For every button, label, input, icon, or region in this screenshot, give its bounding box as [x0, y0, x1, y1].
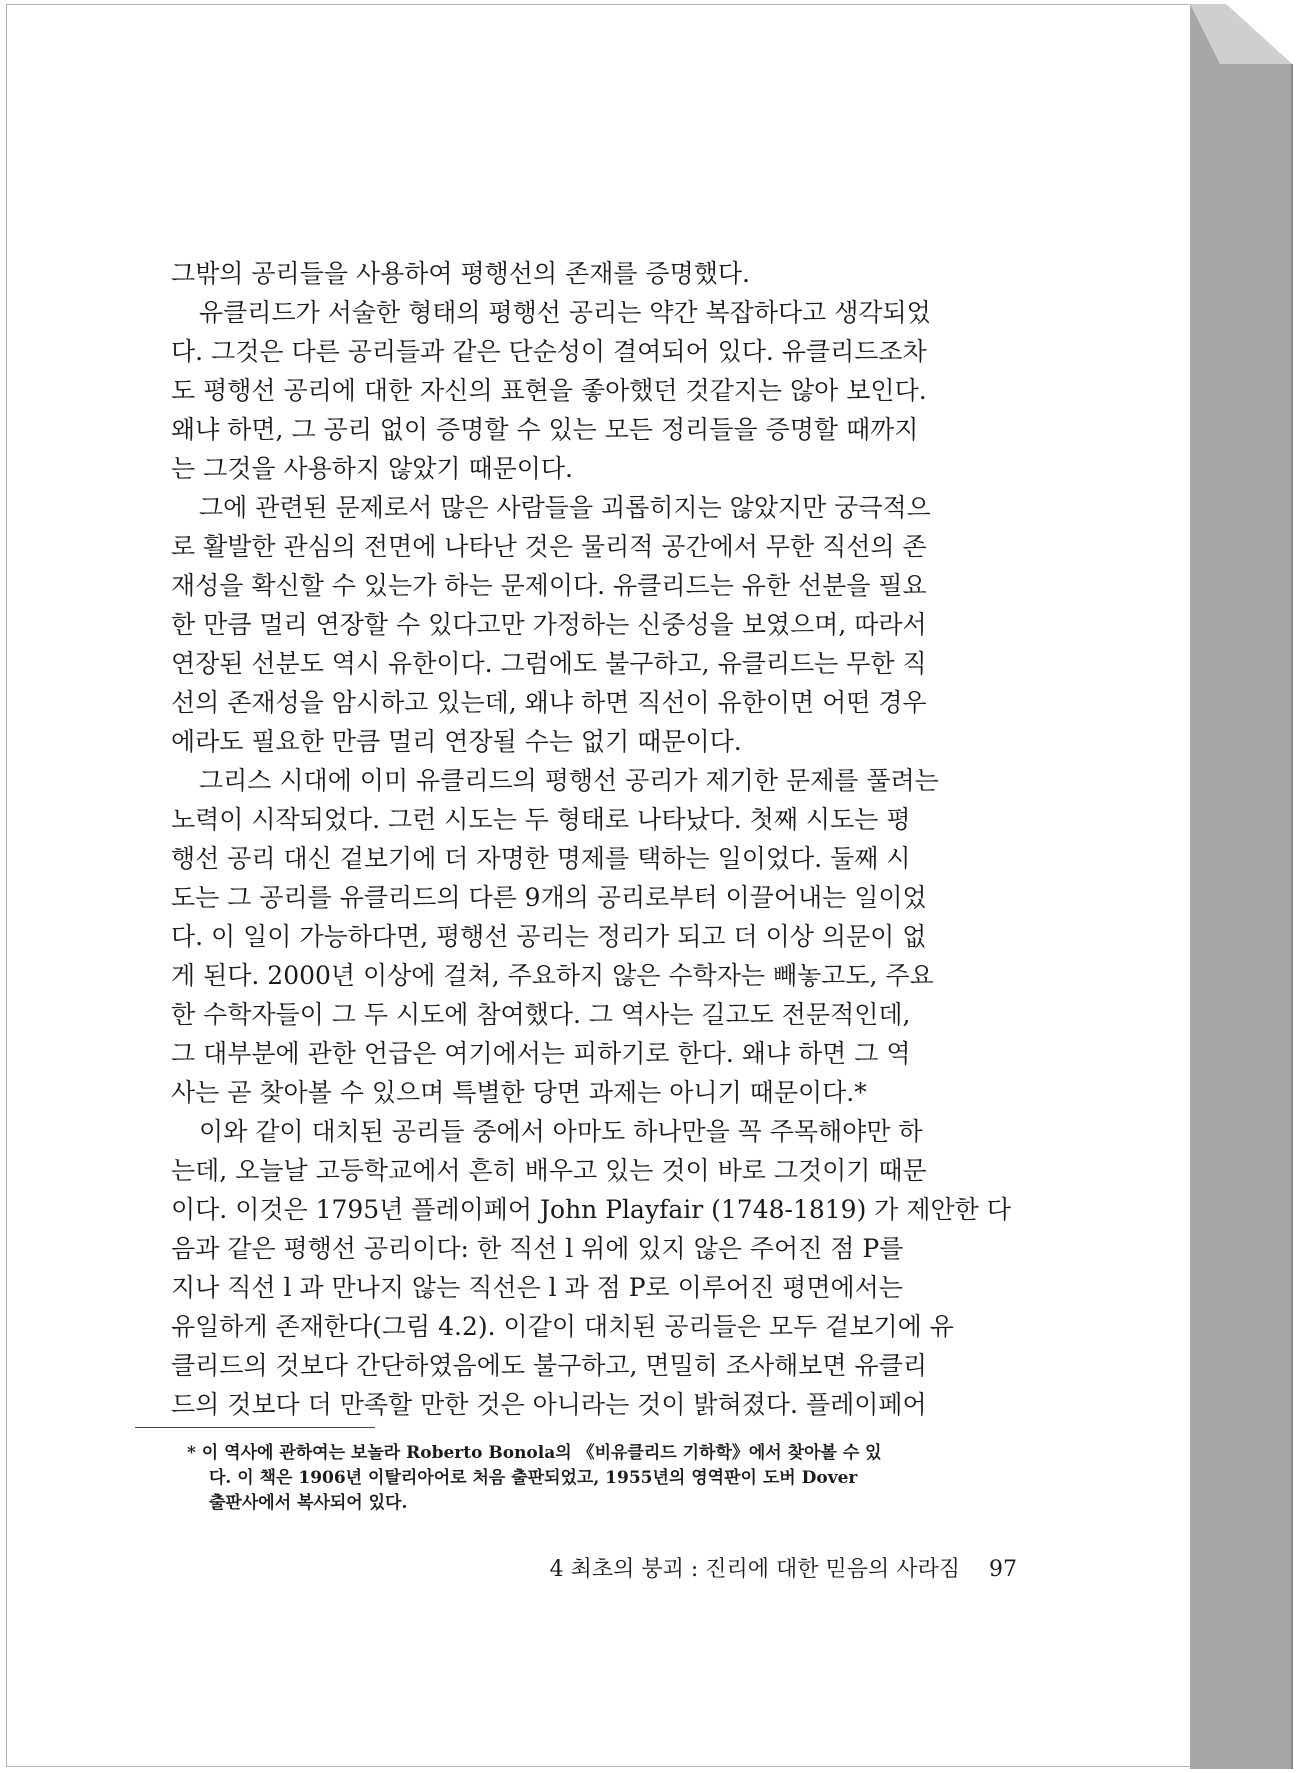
footnote: [187, 1441, 1017, 1516]
text-line: 그밖의 공리들을 사용하여 평행선의 존재를 증명했다.: [171, 259, 750, 288]
text-line: 그 대부분에 관한 언급은 여기에서는 피하기로 한다. 왜냐 하면 그 역: [171, 1039, 911, 1068]
text-line: 드의 것보다 더 만족할 만한 것은 아니라는 것이 밝혀졌다. 플레이페어: [171, 1390, 927, 1419]
page-stack-face: [1190, 4, 1292, 1769]
text-line: 사는 곧 찾아볼 수 있으며 특별한 당면 과제는 아니기 때문이다.*: [171, 1078, 867, 1107]
text-line: 에라도 필요한 만큼 멀리 연장될 수는 없기 때문이다.: [171, 727, 742, 756]
text-line: 한 수학자들이 그 두 시도에 참여했다. 그 역사는 길고도 전문적인데,: [171, 1000, 911, 1029]
footnote-line: * 이 역사에 관하여는 보놀라 Roberto Bonola의 《비유클리드 기하학》에서 찾아볼 수 있: [187, 1443, 882, 1463]
text-line: 음과 같은 평행선 공리이다: 한 직선 l 위에 있지 않은 주어진 점 P를: [171, 1234, 904, 1263]
text-line: 클리드의 것보다 간단하였음에도 불구하고, 면밀히 조사해보면 유클리: [171, 1351, 927, 1380]
text-line: 유클리드가 서술한 형태의 평행선 공리는 약간 복잡하다고 생각되었: [199, 298, 931, 327]
text-line: 유일하게 존재한다(그림 4.2). 이같이 대치된 공리들은 모두 겉보기에 유: [171, 1312, 954, 1341]
running-footer: [487, 1552, 1017, 1583]
footnote-line: 출판사에서 복사되어 있다.: [209, 1493, 408, 1513]
text-line: 그리스 시대에 이미 유클리드의 평행선 공리가 제기한 문제를 풀려는: [199, 766, 939, 795]
text-line: 지나 직선 l 과 만나지 않는 직선은 l 과 점 P로 이루어진 평면에서는: [171, 1273, 903, 1302]
footnote-rule: [135, 1427, 375, 1428]
text-line: 로 활발한 관심의 전면에 나타난 것은 물리적 공간에서 무한 직선의 존: [171, 532, 927, 561]
text-line: 다. 이 일이 가능하다면, 평행선 공리는 정리가 되고 더 이상 의문이 없: [171, 922, 927, 951]
text-line: 이다. 이것은 1795년 플레이페어 John Playfair (1748-1819) 가 제안한 다: [171, 1195, 1011, 1224]
text-line: 노력이 시작되었다. 그런 시도는 두 형태로 나타났다. 첫째 시도는 평: [171, 805, 911, 834]
text-line: 이와 같이 대치된 공리들 중에서 아마도 하나만을 꼭 주목해야만 하: [199, 1117, 923, 1146]
text-line: 게 된다. 2000년 이상에 걸쳐, 주요하지 않은 수학자는 빼놓고도, 주요: [171, 961, 934, 990]
body-text: [171, 254, 1017, 1424]
book-page: [6, 4, 1192, 1767]
text-line: 는 그것을 사용하지 않았기 때문이다.: [171, 454, 573, 483]
text-line: 선의 존재성을 암시하고 있는데, 왜냐 하면 직선이 유한이면 어떤 경우: [171, 688, 927, 717]
text-line: 행선 공리 대신 겉보기에 더 자명한 명제를 택하는 일이었다. 둘째 시: [171, 844, 911, 873]
text-line: 한 만큼 멀리 연장할 수 있다고만 가정하는 신중성을 보였으며, 따라서: [171, 610, 927, 639]
text-line: 왜냐 하면, 그 공리 없이 증명할 수 있는 모든 정리들을 증명할 때까지: [171, 415, 919, 444]
text-line: 는데, 오늘날 고등학교에서 흔히 배우고 있는 것이 바로 그것이기 때문: [171, 1156, 927, 1185]
page-number: 97: [989, 1557, 1017, 1582]
text-line: 도는 그 공리를 유클리드의 다른 9개의 공리로부터 이끌어내는 일이었: [171, 883, 927, 912]
page-stack-side: [1190, 0, 1296, 1773]
text-line: 연장된 선분도 역시 유한이다. 그럼에도 불구하고, 유클리드는 무한 직: [171, 649, 927, 678]
text-line: 도 평행선 공리에 대한 자신의 표현을 좋아했던 것같지는 않아 보인다.: [171, 376, 927, 405]
text-line: 그에 관련된 문제로서 많은 사람들을 괴롭히지는 않았지만 궁극적으: [199, 493, 931, 522]
text-line: 재성을 확신할 수 있는가 하는 문제이다. 유클리드는 유한 선분을 필요: [171, 571, 927, 600]
footnote-line: 다. 이 책은 1906년 이탈리아어로 처음 출판되었고, 1955년의 영역판이 도버 Dover: [209, 1468, 858, 1488]
chapter-title: 4 최초의 붕괴 : 진리에 대한 믿음의 사라짐: [549, 1557, 960, 1582]
text-line: 다. 그것은 다른 공리들과 같은 단순성이 결여되어 있다. 유클리드조차: [171, 337, 927, 366]
